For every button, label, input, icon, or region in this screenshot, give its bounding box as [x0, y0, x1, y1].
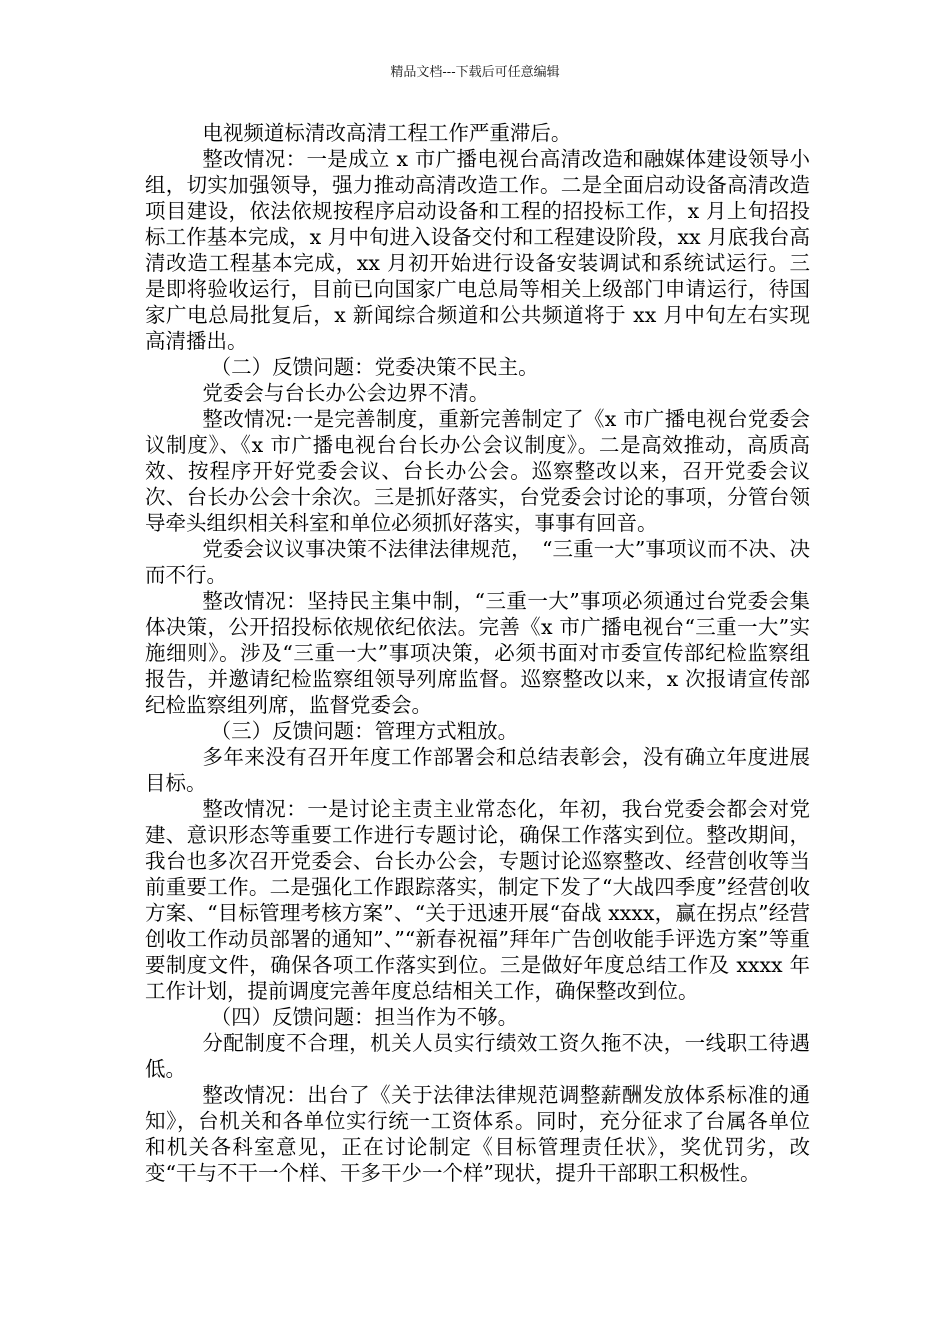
paragraph: 整改情况：出台了《关于法律法律规范调整薪酬发放体系标准的通知》，台机关和各单位实行统一工资体系。同时，充分征求了台属各单位和机关各科室意见，正在讨论制定《目标管理责任状》，奖优罚劣，改变“干与不干一个样、干多干少一个样”现状，提升干部职工积极性。 — [145, 1083, 810, 1185]
paragraph: 党委会与台长办公会边界不清。 — [202, 381, 490, 405]
section-heading: （四）反馈问题：担当作为不够。 — [210, 1005, 519, 1029]
paragraph: 多年来没有召开年度工作部署会和总结表彰会，没有确立年度进展目标。 — [145, 745, 810, 795]
paragraph: 整改情况：一是成立 x 市广播电视台高清改造和融媒体建设领导小组，切实加强领导，强力推动高清改造工作。二是全面启动设备高清改造项目建设，依法依规按程序启动设备和工程的招投标工作，x 月上旬招投标工作基本完成，x 月中旬进入设备交付和工程建设阶段，xx 月底我台高清改造工程基本完成，xx 月初开始进行设备安装调试和系统试运行。三是即将验收运行，目前已向国家广电总局等相关上级部门申请运行，待国家广电总局批复后，x 新闻综合频道和公共频道将于 xx 月中旬左右实现高清播出。 — [145, 147, 810, 353]
paragraph: 分配制度不合理，机关人员实行绩效工资久拖不决，一线职工待遇低。 — [145, 1031, 810, 1081]
section-heading: （二）反馈问题：党委决策不民主。 — [210, 355, 539, 379]
page-header: 精品文档---下载后可任意编辑 — [390, 65, 560, 80]
paragraph: 电视频道标清改高清工程工作严重滞后。 — [202, 121, 572, 145]
paragraph: 整改情况:一是完善制度，重新完善制定了《x 市广播电视台党委会议制度》、《x 市广播电视台台长办公会议制度》。二是高效推动，高质高效、按程序开好党委会议、台长办公会。巡察整改以来，召开党委会议次、台长办公会十余次。三是抓好落实，台党委会讨论的事项，分管台领导牵头组织相关科室和单位必须抓好落实，事事有回音。 — [145, 407, 810, 535]
section-heading: （三）反馈问题：管理方式粗放。 — [210, 719, 519, 743]
paragraph: 整改情况：一是讨论主责主业常态化，年初，我台党委会都会对党建、意识形态等重要工作进行专题讨论，确保工作落实到位。整改期间，我台也多次召开党委会、台长办公会，专题讨论巡察整改、经营创收等当前重要工作。二是强化工作跟踪落实，制定下发了“大战四季度”经营创收方案、“目标管理考核方案”、“关于迅速开展“奋战 xxxx，赢在拐点”经营创收工作动员部署的通知”、”“新春祝福”拜年广告创收能手评选方案”等重要制度文件，确保各项工作落实到位。三是做好年度总结工作及 xxxx 年工作计划，提前调度完善年度总结相关工作，确保整改到位。 — [145, 797, 810, 1003]
paragraph: 整改情况：坚持民主集中制，“三重一大”事项必须通过台党委会集体决策，公开招投标依规依纪依法。完善《x 市广播电视台“三重一大”实施细则》。涉及“三重一大”事项决策，必须书面对市委宣传部纪检监察组报告，并邀请纪检监察组领导列席监督。巡察整改以来，x 次报请宣传部纪检监察组列席，监督党委会。 — [145, 589, 810, 717]
document-body — [145, 120, 810, 1186]
paragraph: 党委会议议事决策不法律法律规范， “三重一大”事项议而不决、决而不行。 — [145, 537, 810, 587]
